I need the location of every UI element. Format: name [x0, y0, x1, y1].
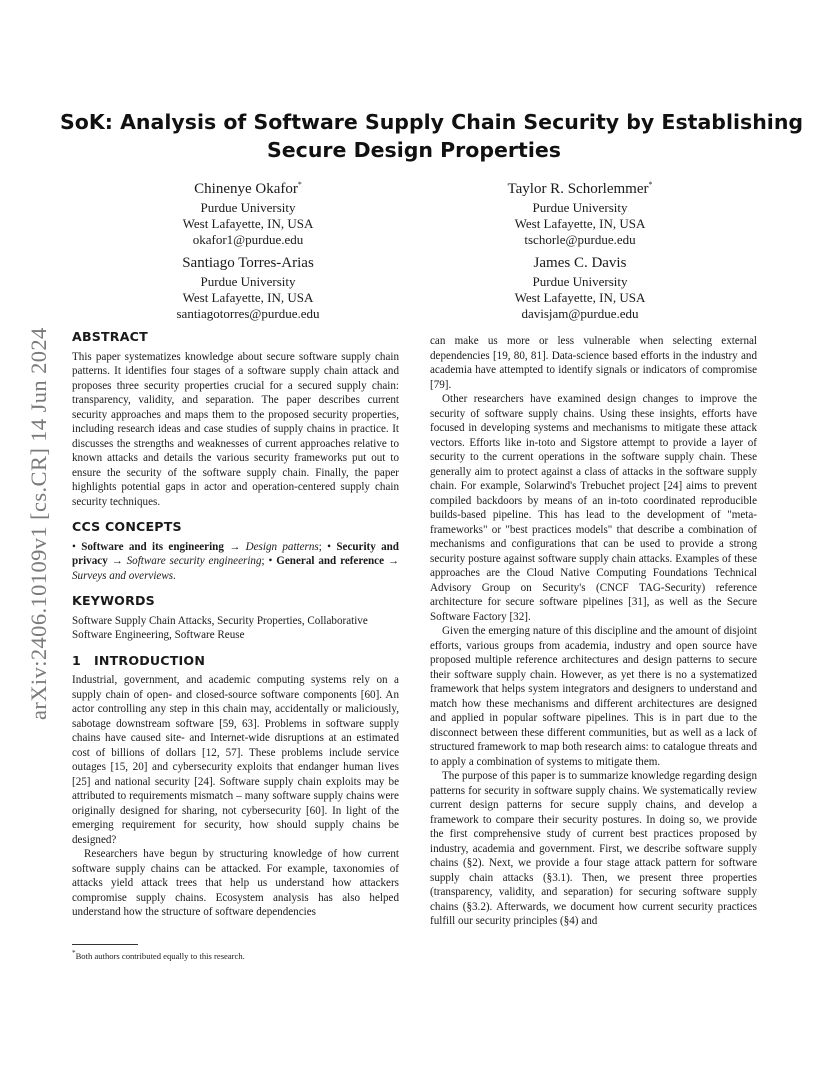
intro-paragraph-4: Given the emerging nature of this discipline and the amount of disjoint efforts, various groups from academia, industry and open source have proposed multiple reference architectures and design patterns to secure their software supply chain. However, as yet there is no a systematized framework that helps system integrators and designers to understand and match how these mechanisms and different architectures are designed and applied in popular software pipelines. This is in part due to the disconnect between these different communities, but as well as a lack of structured framework to map both research aims: to catalogue threats and to apply a combination of systems to mitigate them. [430, 625, 757, 768]
right-column [430, 334, 757, 929]
left-column [72, 330, 399, 920]
author-name: Santiago Torres-Arias [182, 255, 314, 271]
keywords-text: Software Supply Chain Attacks, Security Properties, Collaborative Software Engineering, Software Reuse [72, 614, 368, 641]
arxiv-identifier-text: arXiv:2406.10109v1 [cs.CR] 14 Jun 2024 [26, 327, 51, 720]
author-email: tschorle@purdue.edu [524, 232, 636, 247]
author-affiliation: Purdue University [532, 200, 628, 215]
keywords-heading: KEYWORDS [72, 593, 155, 608]
footnote-mark: * [72, 949, 76, 957]
author-location: West Lafayette, IN, USA [182, 290, 314, 305]
section-title: INTRODUCTION [94, 652, 206, 668]
author-affiliation: Purdue University [200, 200, 296, 215]
equal-contribution-mark: * [297, 180, 302, 189]
author-block-schorlemmer [430, 174, 730, 248]
author-email: davisjam@purdue.edu [521, 306, 639, 321]
paper-title [60, 108, 804, 164]
footnote-divider [72, 944, 138, 945]
author-email: santiagotorres@purdue.edu [176, 306, 320, 321]
introduction-heading [72, 654, 399, 669]
author-name: Taylor R. Schorlemmer* [507, 180, 653, 197]
footnote [72, 948, 245, 962]
abstract-text: This paper systematizes knowledge about secure software supply chain patterns. It identifies four stages of a software supply chain attack and proposes three security properties crucial for a secured supply chain: transparency, validity, and separation. The paper describes current security approaches and maps them to the proposed security properties, including research ideas and case studies of supply chains in practice. It discusses the strengths and weaknesses of current approaches relative to known attacks and details the various security frameworks put out to ensure the security of the software supply chain. Finally, the paper highlights potential gaps in actor and operation-centered supply chain security techniques. [72, 350, 399, 508]
author-location: West Lafayette, IN, USA [514, 216, 646, 231]
arxiv-identifier [20, 280, 56, 720]
title-line-1: SoK: Analysis of Software Supply Chain Security by Establishing [60, 110, 804, 134]
intro-paragraph-5: The purpose of this paper is to summarize knowledge regarding design patterns for security in software supply chains. We systematically review current design patterns for secure supply chains, and develop a framework to compare their security postures. In doing so, we provide the first comprehensive study of current best practices proposed by industry, academia and government. First, we describe software supply chains (§2). Next, we provide a four stage attack pattern for software supply chain attacks (§3.1). Then, we present three properties (transparency, validity, and separation) for securing software supply chains (§3.2). Afterwards, we document how current security practices fulfill our security principles (§4) and [430, 770, 757, 927]
ccs-heading: CCS CONCEPTS [72, 519, 182, 534]
introduction-paragraph-2: Researchers have begun by structuring knowledge of how current software supply chains can be attacked. For example, taxonomies of attacks yield attack trees that help us understand how attackers compromise supply chains. Ecosystem analysis has also helped understand how the structure of software dependencies [72, 848, 399, 918]
ccs-concepts: • Software and its engineering → Design patterns; • Security and privacy → Software security engineering; • General and reference → Surveys and overviews. [72, 540, 400, 582]
equal-contribution-mark: * [648, 180, 653, 189]
author-location: West Lafayette, IN, USA [514, 290, 646, 305]
author-name: Chinenye Okafor* [194, 180, 302, 197]
author-name: James C. Davis [533, 255, 627, 271]
author-affiliation: Purdue University [200, 274, 296, 289]
author-block-davis [430, 253, 730, 322]
author-affiliation: Purdue University [532, 274, 628, 289]
abstract-heading: ABSTRACT [72, 329, 148, 344]
author-location: West Lafayette, IN, USA [182, 216, 314, 231]
intro-paragraph-3: Other researchers have examined design changes to improve the security of software supply chains. Using these insights, efforts have focused in developing systems and mechanisms to mitigate these attack vectors. Efforts like in-toto and Sigstore attempt to provide a layer of security to the current operations in the software supply chain. These generally aim to protect against a class of attacks in the software supply chain. For example, Solarwind's Trebuchet project [24] aims to prevent compiled backdoors by means of an in-toto coordinated reproducible builds-based pipeline. This has lead to the development of "meta-frameworks" or "best practices models" that describe a combination of mechanisms and configurations that can be used to provide a strong security posture against software supply chain attacks. Examples of these approaches are the Cloud Native Computing Foundations Technical Advisory Group on Security's (CNCF TAG-Security) reference architecture for secure software pipelines [31], as well as the Secure Software Factory [32]. [430, 393, 757, 623]
introduction-paragraph-1: Industrial, government, and academic computing systems rely on a supply chain of open- and closed-source software components [60]. An actor controlling any step in this chain may, accidentally or maliciously, sabotage downstream software [59, 63]. Problems in software supply chains have caused site- and Internet-wide disruptions at an estimated cost of billions of dollars [12, 57]. These problems include service outages [15, 20] and cybersecurity exploits that endanger human lives [25] and national security [24]. Software supply chain exploits may be attributed to requirements mismatch – many software supply chains were originally designed for sharing, not cybersecurity [60]. In light of the emerging requirement for security, how should supply chains be designed? [72, 674, 399, 846]
author-block-torres-arias [98, 253, 398, 322]
intro-paragraph-continued: can make us more or less vulnerable when selecting external dependencies [19, 80, 81]. Data-science based efforts in the industry and academia have attempted to identify signals or indicators of compromise [79]. [430, 335, 757, 391]
footnote-text: Both authors contributed equally to this research. [75, 950, 245, 961]
title-line-2: Secure Design Properties [267, 138, 561, 162]
author-block-okafor [98, 174, 398, 248]
author-email: okafor1@purdue.edu [192, 232, 304, 247]
section-number: 1 [72, 652, 81, 668]
